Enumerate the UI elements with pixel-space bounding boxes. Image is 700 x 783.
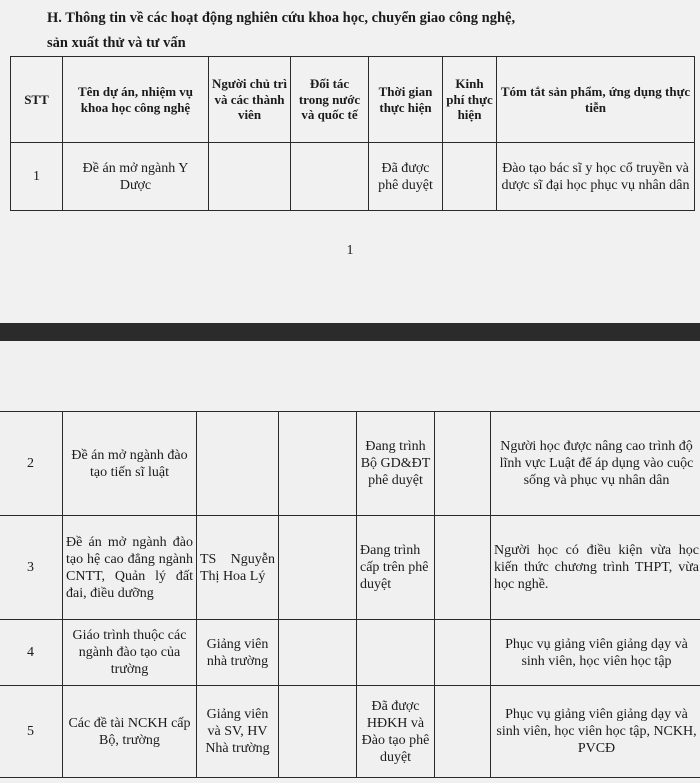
header-project: Tên dự án, nhiệm vụ khoa học công nghệ [63, 57, 209, 143]
cell-summary: Người học được nâng cao trình độ lĩnh vực Luật để áp dụng vào cuộc sống và phục vụ nhân dân [491, 412, 700, 516]
cell-stt: 1 [11, 143, 63, 211]
table-row [0, 686, 700, 778]
cell-lead: TS Nguyễn Thị Hoa Lý [197, 516, 279, 620]
table-row [0, 516, 700, 620]
cell-project: Đề án mở ngành đào tạo tiến sĩ luật [63, 412, 197, 516]
cell-partners [279, 686, 357, 778]
cell-lead [209, 143, 291, 211]
header-partners: Đối tác trong nước và quốc tế [291, 57, 369, 143]
cell-lead: Giảng viên nhà trường [197, 620, 279, 686]
cell-funding [435, 412, 491, 516]
section-heading-line-1: H. Thông tin về các hoạt động nghiên cứu khoa học, chuyển giao công nghệ, [47, 10, 516, 26]
header-time: Thời gian thực hiện [369, 57, 443, 143]
cell-stt: 2 [0, 412, 63, 516]
document-page-1 [0, 0, 700, 323]
cell-lead [197, 412, 279, 516]
cell-stt: 3 [0, 516, 63, 620]
table-row [0, 412, 700, 516]
page-number: 1 [346, 243, 354, 258]
section-heading-line-2: sản xuất thử và tư vấn [47, 35, 186, 51]
cell-project: Đề án mở ngành đào tạo hệ cao đẳng ngành CNTT, Quản lý đất đai, điều dưỡng [63, 516, 197, 620]
cell-time: Đã được phê duyệt [369, 143, 443, 211]
cell-time: Đã được HĐKH và Đào tạo phê duyệt [357, 686, 435, 778]
cell-summary: Phục vụ giảng viên giảng dạy và sinh viên, học viên học tập [491, 620, 700, 686]
cell-partners [279, 412, 357, 516]
cell-project: Giáo trình thuộc các ngành đào tạo của trường [63, 620, 197, 686]
table-row [11, 143, 695, 211]
cell-time: Đang trình Bộ GD&ĐT phê duyệt [357, 412, 435, 516]
cell-project: Các đề tài NCKH cấp Bộ, trường [63, 686, 197, 778]
research-activities-table [10, 56, 695, 211]
cell-funding [435, 686, 491, 778]
cell-partners [279, 620, 357, 686]
header-funding: Kinh phí thực hiện [443, 57, 497, 143]
cell-lead: Giảng viên và SV, HV Nhà trường [197, 686, 279, 778]
table-header-row [11, 57, 695, 143]
cell-partners [279, 516, 357, 620]
page-divider [0, 323, 700, 341]
cell-summary: Người học có điều kiện vừa học kiến thức chương trình THPT, vừa học nghề. [491, 516, 700, 620]
header-lead: Người chủ trì và các thành viên [209, 57, 291, 143]
cell-stt: 4 [0, 620, 63, 686]
cell-stt: 5 [0, 686, 63, 778]
cell-time [357, 620, 435, 686]
header-summary: Tóm tắt sản phẩm, ứng dụng thực tiễn [497, 57, 695, 143]
header-stt: STT [11, 57, 63, 143]
cell-time: Đang trình cấp trên phê duyệt [357, 516, 435, 620]
cell-funding [443, 143, 497, 211]
cell-funding [435, 516, 491, 620]
table-row [0, 620, 700, 686]
cell-funding [435, 620, 491, 686]
research-activities-table-continued [0, 411, 700, 778]
document-page-2 [0, 341, 700, 783]
cell-summary: Phục vụ giảng viên giảng dạy và sinh viên, học viên học tập, NCKH, PVCĐ [491, 686, 700, 778]
cell-project: Đề án mở ngành Y Dược [63, 143, 209, 211]
cell-partners [291, 143, 369, 211]
cell-summary: Đào tạo bác sĩ y học cổ truyền và dược sĩ đại học phục vụ nhân dân [497, 143, 695, 211]
section-heading [47, 6, 687, 56]
